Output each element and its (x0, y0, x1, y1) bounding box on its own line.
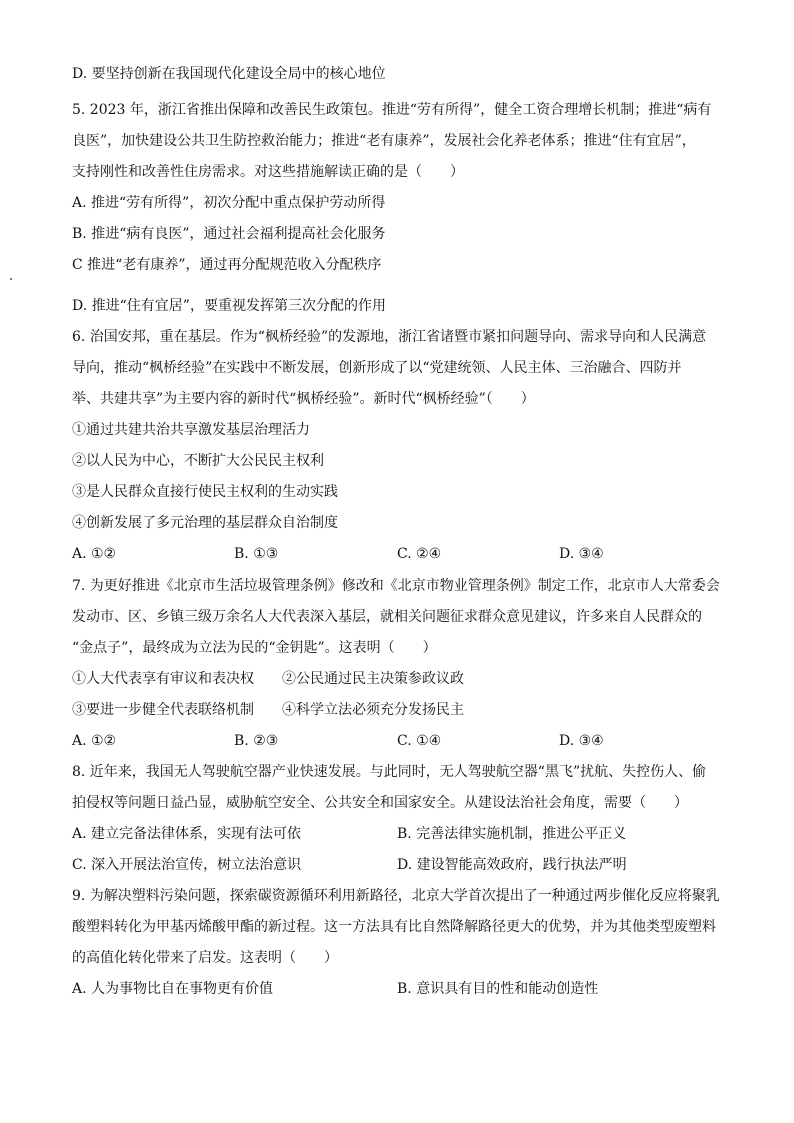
q6-option-d: D. ③④ (559, 546, 604, 562)
q6-statement-3: ③是人民群众直接行使民主权利的生动实践 (72, 484, 338, 500)
q8-stem-line-2: 拍侵权等问题日益凸显，威胁航空安全、公共安全和国家安全。从建设法治社会角度，需要（ ） (72, 795, 688, 811)
q8-option-d: D. 建设智能高效政府，践行执法严明 (397, 857, 627, 873)
q5-stem-line-1: 5. 2023 年，浙江省推出保障和改善民生政策包。推进“劳有所得”，健全工资合理增长机制；推进“病有 (72, 102, 712, 118)
q6-option-b: B. ①③ (234, 546, 279, 562)
q7-statement-3: ③要进一步健全代表联络机制 (72, 702, 254, 718)
q6-statement-2: ②以人民为中心，不断扩大公民民主权利 (72, 453, 324, 469)
q8-stem-line-1: 8. 近年来，我国无人驾驶航空器产业快速发展。与此同时，无人驾驶航空器“黑飞”扰航、失控伤人、偷 (72, 764, 707, 780)
q8-option-c: C. 深入开展法治宣传，树立法治意识 (72, 857, 302, 873)
q8-option-b: B. 完善法律实施机制，推进公平正义 (397, 826, 627, 842)
q9-stem-line-2: 酸塑料转化为甲基丙烯酸甲酯的新过程。这一方法具有比自然降解路径更大的优势，并为其他类型废塑料 (72, 919, 716, 935)
q5-stem-line-3: 支持刚性和改善性住房需求。对这些措施解读正确的是（ ） (72, 164, 464, 180)
q9-option-b: B. 意识具有目的性和能动创造性 (397, 981, 599, 997)
q7-option-a: A. ①② (72, 733, 117, 749)
q6-stem-line-1: 6. 治国安邦，重在基层。作为“枫桥经验”的发源地，浙江省诸暨市紧扣问题导向、需求导向和人民满意 (72, 329, 707, 345)
q7-option-b: B. ②③ (234, 733, 279, 749)
q7-option-d: D. ③④ (559, 733, 604, 749)
q7-statement-1: ①人大代表享有审议和表决权 (72, 671, 254, 687)
q9-stem-line-1: 9. 为解决塑料污染问题，探索碳资源循环利用新路径，北京大学首次提出了一种通过两步催化反应将聚乳 (72, 888, 720, 904)
q5-option-a: A. 推进“劳有所得”，初次分配中重点保护劳动所得 (72, 195, 386, 211)
q7-stem-line-3: “金点子”，最终成为立法为民的“金钥匙”。这表明（ ） (72, 640, 437, 656)
scan-speck (10, 278, 12, 280)
q6-option-a: A. ①② (72, 546, 117, 562)
q8-option-a: A. 建立完备法律体系，实现有法可依 (72, 826, 302, 842)
q7-stem-line-1: 7. 为更好推进《北京市生活垃圾管理条例》修改和《北京市物业管理条例》制定工作，北京市人大常委会 (72, 578, 720, 594)
q5-option-b: B. 推进“病有良医”，通过社会福利提高社会化服务 (72, 226, 386, 242)
q7-statement-4: ④科学立法必须充分发扬民主 (282, 702, 464, 718)
q6-option-c: C. ②④ (397, 546, 442, 562)
q5-option-c: C 推进“老有康养”，通过再分配规范收入分配秩序 (72, 257, 382, 273)
q7-stem-line-2: 发动市、区、乡镇三级万余名人大代表深入基层，就相关问题征求群众意见建议，许多来自人民群众的 (72, 609, 702, 625)
q6-statement-4: ④创新发展了多元治理的基层群众自治制度 (72, 515, 338, 531)
q7-option-c: C. ①④ (397, 733, 442, 749)
q6-stem-line-3: 举、共建共享”为主要内容的新时代“枫桥经验”。新时代“枫桥经验”（ ） (72, 391, 535, 407)
q5-option-d: D. 推进“住有宜居”，要重视发挥第三次分配的作用 (72, 298, 386, 314)
q5-stem-line-2: 良医”，加快建设公共卫生防控救治能力；推进“老有康养”，发展社会化养老体系；推进“住有宜居”， (72, 133, 696, 149)
q4-option-d: D. 要坚持创新在我国现代化建设全局中的核心地位 (72, 66, 386, 82)
q9-stem-line-3: 的高值化转化带来了启发。这表明（ ） (72, 950, 338, 966)
q6-statement-1: ①通过共建共治共享激发基层治理活力 (72, 422, 310, 438)
q6-stem-line-2: 导向，推动“枫桥经验”在实践中不断发展，创新形成了以“党建统领、人民主体、三治融合、四防并 (72, 360, 682, 376)
q9-option-a: A. 人为事物比自在事物更有价值 (72, 981, 274, 997)
q7-statement-2: ②公民通过民主决策参政议政 (282, 671, 464, 687)
